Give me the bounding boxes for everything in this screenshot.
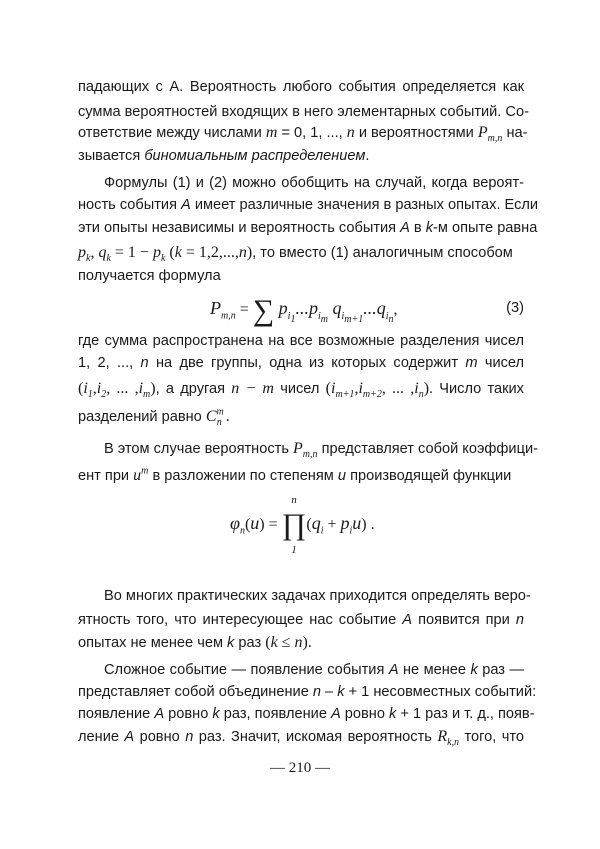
- text-line: [78, 683, 537, 701]
- equation-number: (3): [506, 300, 524, 316]
- math-var: A: [388, 662, 399, 678]
- text-run: раз, появление: [223, 706, 327, 722]
- math-R-kn: $R_{k,n}$: [437, 728, 460, 749]
- formula-generating-function: $\varphi_n(u)$ = n ∏ 1 $(q_i + p_iu)$ .: [230, 494, 375, 556]
- text-run: производящей функции: [350, 468, 512, 484]
- text-run: ятность того, что интересующее нас событие: [78, 612, 397, 628]
- text-run: Во многих практических задачах приходится определять веро-: [104, 588, 531, 604]
- text-line: [78, 332, 524, 350]
- math-var: A: [331, 706, 341, 722]
- text-run: появится при: [418, 612, 510, 628]
- text-run: чисел: [484, 355, 525, 371]
- text-run: + 1 несовместных событий:: [348, 684, 537, 700]
- text-run: ность события: [78, 197, 177, 213]
- text-run: ответствие между числами: [78, 125, 262, 141]
- math-var: k: [470, 662, 478, 678]
- text-run: чисел: [280, 381, 320, 397]
- text-line: [78, 380, 524, 401]
- math-var: A: [400, 220, 410, 236]
- text-run: появление: [78, 706, 151, 722]
- text-run: на-: [506, 125, 528, 141]
- text-run: раз. Значит, искомая вероятность: [198, 729, 432, 745]
- text-run: . Число таких: [429, 381, 524, 397]
- text-run: , то вместо (1) аналогичным способом: [252, 245, 513, 261]
- text-run: ровно: [139, 729, 180, 745]
- text-line: [78, 124, 528, 145]
- text-line: [104, 174, 524, 192]
- math-var: n: [140, 355, 149, 371]
- text-run: получается формула: [78, 268, 221, 284]
- text-run: представляет собой объединение: [78, 684, 309, 700]
- math-var: u: [337, 468, 346, 484]
- math-var: n: [185, 729, 194, 745]
- text-run: раз: [238, 635, 262, 651]
- text-line: разделений равно $C^m_n$ .: [78, 406, 230, 429]
- math-var: n – k: [312, 684, 345, 700]
- text-line: опытах не менее чем k раз (k ≤ n).: [78, 634, 312, 651]
- text-run: .: [365, 148, 370, 164]
- math-i-group1: ($i_1,i_2$, ... $,i_m$): [78, 380, 156, 401]
- math-var: n: [346, 124, 355, 141]
- math-C-n-m: $C^m_n$: [205, 406, 224, 429]
- text-run: разделений равно: [78, 409, 202, 425]
- text-run: сумма вероятностей входящих в него элементарных событий. Со-: [78, 104, 529, 120]
- text-run: того, что: [464, 729, 524, 745]
- page-number: — 210 —: [270, 760, 330, 776]
- math-var: A: [181, 197, 191, 213]
- math-var: A: [124, 729, 135, 745]
- text-run: -м опыте равна: [433, 220, 538, 236]
- text-run: 1, 2, ...,: [78, 355, 134, 371]
- math-var: m: [265, 124, 278, 141]
- text-run: , а другая: [155, 381, 226, 397]
- math-k-le-n: (k ≤ n): [265, 634, 308, 651]
- text-run: + 1 раз и т. д., появ-: [400, 706, 535, 722]
- emphasis-term: биномиальным распределением: [144, 148, 366, 164]
- text-run: и вероятностями: [358, 125, 474, 141]
- math-n-minus-m: n − m: [231, 380, 274, 397]
- text-line: [78, 147, 524, 165]
- text-run: на две группы, одна из которых содержит: [155, 355, 459, 371]
- text-line: [104, 587, 531, 605]
- math-u-power-m: $u^m$: [133, 465, 149, 484]
- math-P-mn: $P_{m,n}$: [477, 124, 503, 145]
- text-run: = 0, 1, ...,: [281, 125, 343, 141]
- text-run: где сумма распространена на все возможные разделения чисел: [78, 333, 524, 349]
- text-line: [78, 354, 524, 372]
- text-run: не менее: [402, 662, 467, 678]
- text-run: ровно: [168, 706, 209, 722]
- math-var: k: [227, 635, 235, 651]
- text-run: эти опыты независимы и вероятность события: [78, 220, 397, 236]
- text-line: [104, 661, 524, 679]
- text-line: [78, 103, 529, 121]
- text-line: [78, 267, 524, 285]
- math-P-mn: $P_{m,n}$: [293, 440, 318, 461]
- math-var: m: [465, 355, 478, 371]
- math-var: k: [389, 706, 397, 722]
- text-run: опытах не менее чем: [78, 635, 223, 651]
- text-run: Сложное событие — появление события: [104, 662, 385, 678]
- math-i-group2: ($i_{m+1},i_{m+2}$, ... $,i_n$): [325, 380, 430, 401]
- text-line: [104, 440, 538, 461]
- text-line: [78, 728, 524, 749]
- text-run: в: [413, 220, 422, 236]
- math-var: n: [515, 612, 525, 628]
- text-run: в разложении по степеням: [152, 468, 334, 484]
- text-line: [78, 467, 524, 485]
- text-line: [78, 705, 535, 723]
- text-line: [78, 244, 524, 265]
- math-var: A: [402, 612, 412, 628]
- math-var: k: [425, 220, 434, 236]
- text-run: падающих с A. Вероятность любого события определяется как: [78, 79, 524, 95]
- text-run: ление: [78, 729, 119, 745]
- text-run: имеет различные значения в разных опытах. Если: [194, 197, 539, 213]
- text-line: [78, 611, 524, 629]
- text-run: ент при: [78, 468, 130, 484]
- formula-3: $P_{m,n}$ = ∑ $p_{i_1}...p_{i_m}$ $q_{i_{m+1}}...q_{i_n}$,: [210, 294, 398, 327]
- text-line: [78, 196, 539, 214]
- text-line: [78, 219, 538, 237]
- math-var: k: [212, 706, 220, 722]
- text-run: раз —: [482, 662, 524, 678]
- text-run: ровно: [344, 706, 385, 722]
- text-line: [78, 78, 524, 96]
- text-run: зывается: [78, 148, 141, 164]
- text-run: В этом случае вероятность: [104, 441, 289, 457]
- text-run: представляет собой коэффици-: [321, 441, 538, 457]
- math-p-k-def: $p_k$, $q_k = 1 - p_k$ (k = 1,2,...,n): [78, 244, 253, 265]
- math-var: A: [154, 706, 165, 722]
- text-run: Формулы (1) и (2) можно обобщить на случай, когда вероят-: [104, 175, 524, 191]
